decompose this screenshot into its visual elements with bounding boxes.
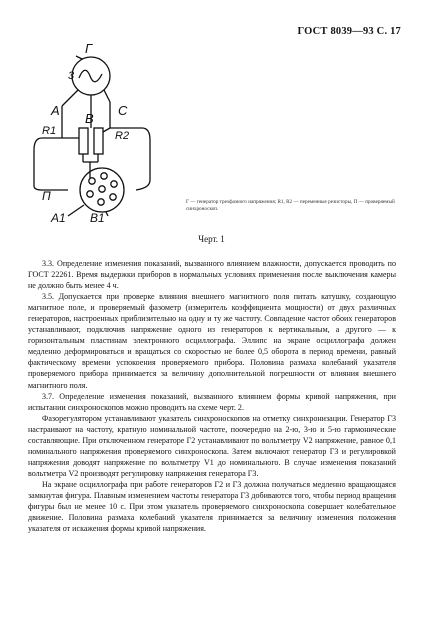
- paragraph-3-7: 3.7. Определение изменения показаний, вызванного влиянием формы кривой напряжения, при испытании синхроноскопов можно проводить на схеме черт. 2.: [28, 391, 396, 412]
- switch-label: П: [42, 189, 51, 203]
- page-header: ГОСТ 8039—93 С. 17: [297, 26, 401, 37]
- paragraph-3-5: 3.5. Допускается при проверке влияния внешнего магнитного поля питать катушку, создающую магнитное поле, и проверяемый фазометр (измеритель коэффициента мощности) от двух различных генераторов, настроенных приблизительно на одну и ту же частоту. Совпадение частот обоих генераторов устанавливают, подключив напряжение одного из генераторов к вертикальным, а другого — к горизонтальным пластинам электронного осциллографа. Эллипс на экране осциллографа должен медленно деформироваться и вращаться со скоростью не более 0,5 оборота в период времени, равный фактическому времени успокоения проверяемого прибора. Половина размаха колебаний указателя проверяемого прибора принимается за величину дополнительной погрешности от влияния внешнего магнитного поля.: [28, 292, 396, 390]
- paragraph-phase-regulator: Фазорегулятором устанавливают указатель синхроноскопов на отметку синхронизации. Генератор Г3 настраивают на частоту, кратную номинальной частоте, поочередно на 2-ю, 3-ю и 5-ю гармонические составляющие. При отключенном генераторе Г2 устанавливают по вольтметру V2 напряжение, равное 0,1 номинального напряжения проверяемого синхроноскопа. Затем включают генератор Г3 и регулировкой напряжения доводят напряжение по вольтметру V1 до номинального. В случае изменения показаний вольтметра V2 производят регулировку напряжения генератора Г3.: [28, 413, 396, 478]
- resistor-r1: [79, 128, 88, 154]
- generator-label: Г: [85, 41, 93, 56]
- r1-label: R1: [42, 125, 57, 137]
- body-text: [28, 258, 396, 534]
- sine-wave: [79, 70, 102, 82]
- resistor-r2: [94, 128, 103, 154]
- circuit-diagram: [24, 40, 174, 230]
- a1-label: А1: [51, 211, 66, 225]
- phase-b-label: В: [85, 111, 94, 126]
- phase-c-label: С: [118, 103, 128, 118]
- phase-a-label: А: [51, 103, 60, 118]
- b1-label: В1: [90, 211, 105, 225]
- r2-label: R2: [115, 130, 130, 142]
- paragraph-oscilloscope: На экране осциллографа при работе генераторов Г2 и Г3 должна получаться медленно вращающаяся замкнутая фигура. Плавным изменением частоты генератора Г3 добиваются того, чтобы период вращения фигуры был не менее 10 с. При этом указатель проверяемого синхроноскопа совершает колебательное движение. Половина размаха колебаний указателя принимается за величину изменения положения указателя от искажения формы кривой напряжения.: [28, 479, 396, 534]
- figure-caption: Г — генератор трехфазного напряжения; R1, R2 — переменные резисторы, П — проверяемый синхроноскоп.: [186, 199, 395, 212]
- figure-number: Черт. 1: [198, 234, 225, 244]
- phases-label: 3: [68, 70, 75, 82]
- paragraph-3-3: 3.3. Определение изменения показаний, вызванного влиянием влажности, допускается проводить по ГОСТ 22261. Время выдержки приборов в нормальных условиях применения после выключения камеры не должно быть менее 4 ч.: [28, 259, 396, 291]
- generator-symbol: [72, 57, 110, 95]
